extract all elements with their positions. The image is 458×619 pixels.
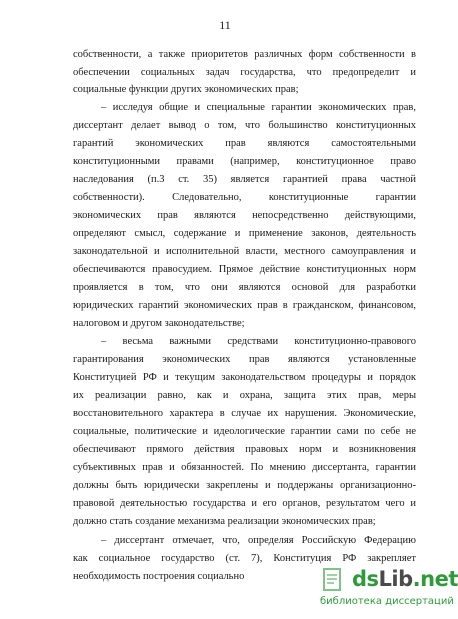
text-line: собственности). Следовательно, конституционные гарантии bbox=[73, 192, 416, 203]
text-line: обеспечении социальных задач государства, что предопределит и bbox=[73, 67, 416, 78]
text-line: проявляется в том, что они являются основой для разработки bbox=[73, 282, 416, 293]
text-line: определяют смысл, содержание и применение законов, деятельность bbox=[73, 228, 416, 239]
logo-net: .net bbox=[412, 567, 458, 591]
text-line: правовой деятельностью государства и его органов, результатом чего и bbox=[73, 498, 416, 509]
text-line: их реализации равно, как и охрана, защита этих прав, меры bbox=[73, 390, 416, 401]
text-line: должны быть юридически закреплены и поддержаны организационно- bbox=[73, 480, 416, 491]
text-line: конституционными правами (например, конституционное право bbox=[73, 156, 416, 167]
logo-ds: ds bbox=[352, 567, 379, 591]
text-line: налоговом и другом законодательстве; bbox=[73, 318, 245, 329]
text-line: необходимость построения социально bbox=[73, 571, 245, 582]
text-line: социальные, политические и идеологические гарантии сами по себе не bbox=[73, 426, 416, 437]
text-line: как социальное государство (ст. 7), Конституция РФ закрепляет bbox=[73, 553, 416, 564]
text-line: социальные функции других экономических прав; bbox=[73, 84, 299, 95]
text-line: Конституцией РФ и текущим законодательством процедуры и порядок bbox=[73, 372, 416, 383]
text-line: обеспечиваются правосудием. Прямое действие конституционных норм bbox=[73, 264, 416, 275]
document-icon bbox=[318, 565, 348, 595]
watermark-logo bbox=[352, 567, 458, 591]
text-line: гарантирования экономических прав являются установленные bbox=[73, 354, 416, 365]
text-line: юридических гарантий экономических прав в гражданском, финансовом, bbox=[73, 300, 416, 311]
text-line: наследования (п.3 ст. 35) является гарантией права частной bbox=[73, 174, 416, 185]
watermark-subtitle: библиотека диссертаций bbox=[320, 596, 454, 607]
text-line: восстановительного характера в случае их нарушения. Экономические, bbox=[73, 408, 416, 419]
page-number: 11 bbox=[219, 18, 231, 32]
text-line: субъективных прав и обязанностей. По мнению диссертанта, гарантии bbox=[73, 462, 416, 473]
text-line: обеспечивают прямого действия правовых норм и возникновения bbox=[73, 444, 416, 455]
text-line: законодательной и исполнительной власти, местного самоуправления и bbox=[73, 246, 416, 257]
text-line: собственности, а также приоритетов различных форм собственности в bbox=[73, 49, 416, 60]
text-line: – исследуя общие и специальные гарантии экономических прав, bbox=[101, 102, 416, 113]
text-line: – весьма важными средствами конституционно-правового bbox=[101, 336, 416, 347]
text-line: экономических прав являются непосредственно действующими, bbox=[73, 210, 416, 221]
text-line: гарантий экономических прав являются самостоятельными bbox=[73, 138, 416, 149]
text-line: диссертант делает вывод о том, что большинство конституционных bbox=[73, 120, 416, 131]
text-line: должно стать создание механизма реализации экономических прав; bbox=[73, 516, 376, 527]
text-line: – диссертант отмечает, что, определяя Российскую Федерацию bbox=[101, 535, 416, 546]
dslib-watermark[interactable] bbox=[312, 565, 458, 613]
logo-lib: Lib bbox=[378, 567, 413, 591]
